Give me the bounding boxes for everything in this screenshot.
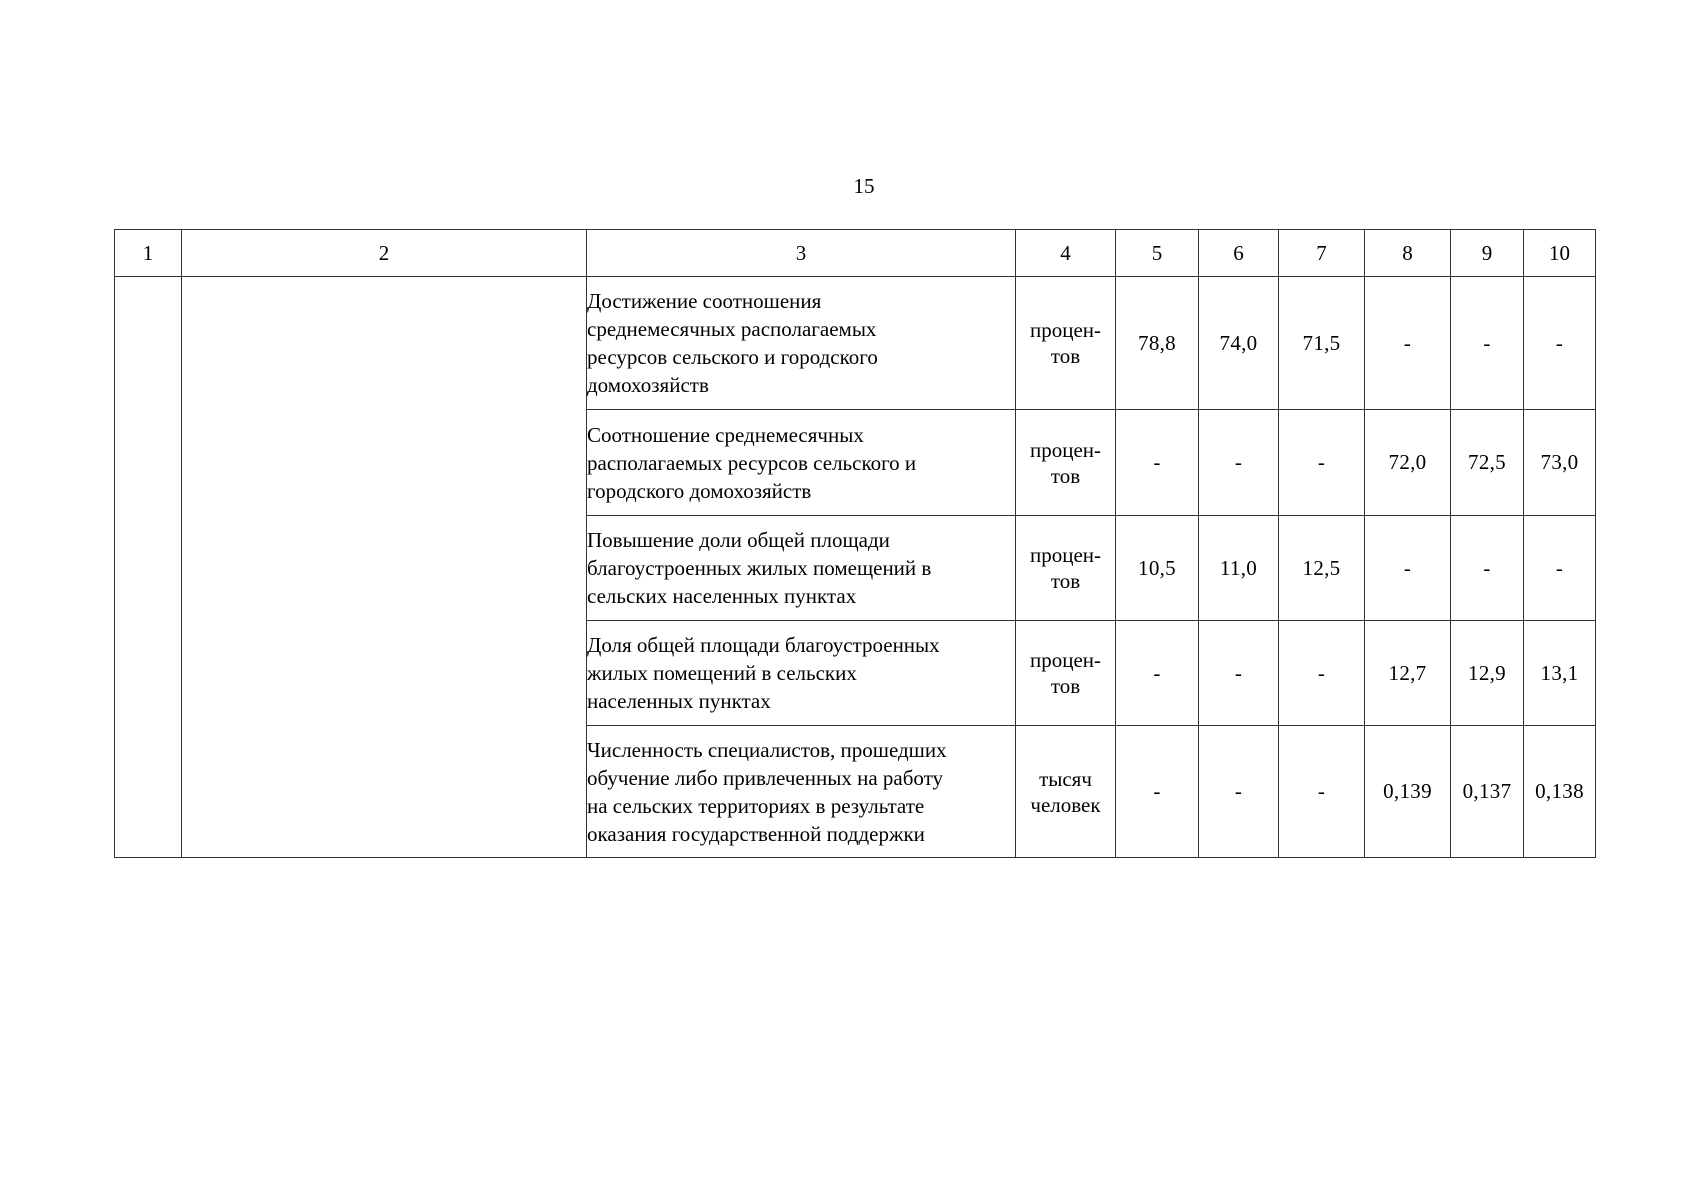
text-line: домохозяйств xyxy=(587,373,709,397)
header-cell: 7 xyxy=(1279,230,1365,277)
header-cell: 9 xyxy=(1451,230,1524,277)
text-line: обучение либо привлеченных на работу xyxy=(587,765,944,790)
value-cell: - xyxy=(1451,277,1524,410)
header-cell: 2 xyxy=(182,230,587,277)
value-cell: 0,139 xyxy=(1365,726,1451,858)
indicator-cell xyxy=(587,410,1016,516)
text-line: процен- xyxy=(1029,318,1102,342)
value-cell: 73,0 xyxy=(1524,410,1596,516)
table-row xyxy=(115,277,1596,410)
text-line: тов xyxy=(1050,344,1081,368)
text-line: Соотношение среднемесячных xyxy=(587,422,864,447)
text-line: Доля общей площади благоустроенных xyxy=(587,633,940,657)
text-line: Численность специалистов, прошедших xyxy=(587,737,947,762)
indicator-cell xyxy=(587,621,1016,726)
header-cell: 4 xyxy=(1016,230,1116,277)
header-cell: 6 xyxy=(1199,230,1279,277)
text-line: располагаемых ресурсов сельского и xyxy=(587,450,917,475)
text-line: процен- xyxy=(1029,543,1102,567)
value-cell: - xyxy=(1116,410,1199,516)
value-cell: 12,7 xyxy=(1365,621,1451,726)
value-cell: 13,1 xyxy=(1524,621,1596,726)
value-cell: 71,5 xyxy=(1279,277,1365,410)
value-cell: 72,5 xyxy=(1451,410,1524,516)
indicators-table xyxy=(114,229,1596,858)
text-line: тов xyxy=(1050,674,1081,698)
indicator-cell xyxy=(587,726,1016,858)
unit-cell xyxy=(1016,726,1116,858)
text-line: тов xyxy=(1050,463,1081,488)
value-cell: - xyxy=(1524,516,1596,621)
value-cell: - xyxy=(1279,726,1365,858)
header-cell: 8 xyxy=(1365,230,1451,277)
header-cell: 10 xyxy=(1524,230,1596,277)
value-cell: - xyxy=(1199,410,1279,516)
indicator-cell xyxy=(587,516,1016,621)
text-line: оказания государственной поддержки xyxy=(587,821,925,846)
header-cell: 1 xyxy=(115,230,182,277)
unit-cell xyxy=(1016,410,1116,516)
value-cell: 11,0 xyxy=(1199,516,1279,621)
value-cell: 78,8 xyxy=(1116,277,1199,410)
value-cell: 0,138 xyxy=(1524,726,1596,858)
value-cell: 74,0 xyxy=(1199,277,1279,410)
value-cell: - xyxy=(1116,726,1199,858)
value-cell: - xyxy=(1199,621,1279,726)
header-row xyxy=(115,230,1596,277)
text-line: тов xyxy=(1050,569,1081,593)
unit-cell xyxy=(1016,621,1116,726)
value-cell: 0,137 xyxy=(1451,726,1524,858)
value-cell: 12,5 xyxy=(1279,516,1365,621)
unit-cell xyxy=(1016,277,1116,410)
indicator-cell xyxy=(587,277,1016,410)
page-number: 15 xyxy=(853,174,875,198)
value-cell: 12,9 xyxy=(1451,621,1524,726)
value-cell: - xyxy=(1365,516,1451,621)
text-line: благоустроенных жилых помещений в xyxy=(587,556,932,580)
unit-cell xyxy=(1016,516,1116,621)
text-line: среднемесячных располагаемых xyxy=(587,317,877,341)
text-line: городского домохозяйств xyxy=(587,478,812,503)
text-line: жилых помещений в сельских xyxy=(587,661,857,685)
value-cell: 72,0 xyxy=(1365,410,1451,516)
text-line: Повышение доли общей площади xyxy=(587,528,890,552)
value-cell: - xyxy=(1279,410,1365,516)
header-cell: 5 xyxy=(1116,230,1199,277)
text-line: процен- xyxy=(1029,437,1102,462)
text-line: населенных пунктах xyxy=(587,689,771,713)
number-cell xyxy=(115,277,182,858)
value-cell: - xyxy=(1365,277,1451,410)
header-cell: 3 xyxy=(587,230,1016,277)
value-cell: - xyxy=(1451,516,1524,621)
text-line: ресурсов сельского и городского xyxy=(587,345,878,369)
text-line: на сельских территориях в результате xyxy=(587,793,925,818)
text-line: человек xyxy=(1030,792,1101,817)
program-cell xyxy=(182,277,587,858)
text-line: процен- xyxy=(1029,648,1102,672)
value-cell: - xyxy=(1199,726,1279,858)
text-line: Достижение соотношения xyxy=(587,289,822,313)
value-cell: - xyxy=(1524,277,1596,410)
text-line: тысяч xyxy=(1039,766,1092,791)
text-line: сельских населенных пунктах xyxy=(587,584,857,608)
value-cell: - xyxy=(1279,621,1365,726)
value-cell: 10,5 xyxy=(1116,516,1199,621)
value-cell: - xyxy=(1116,621,1199,726)
